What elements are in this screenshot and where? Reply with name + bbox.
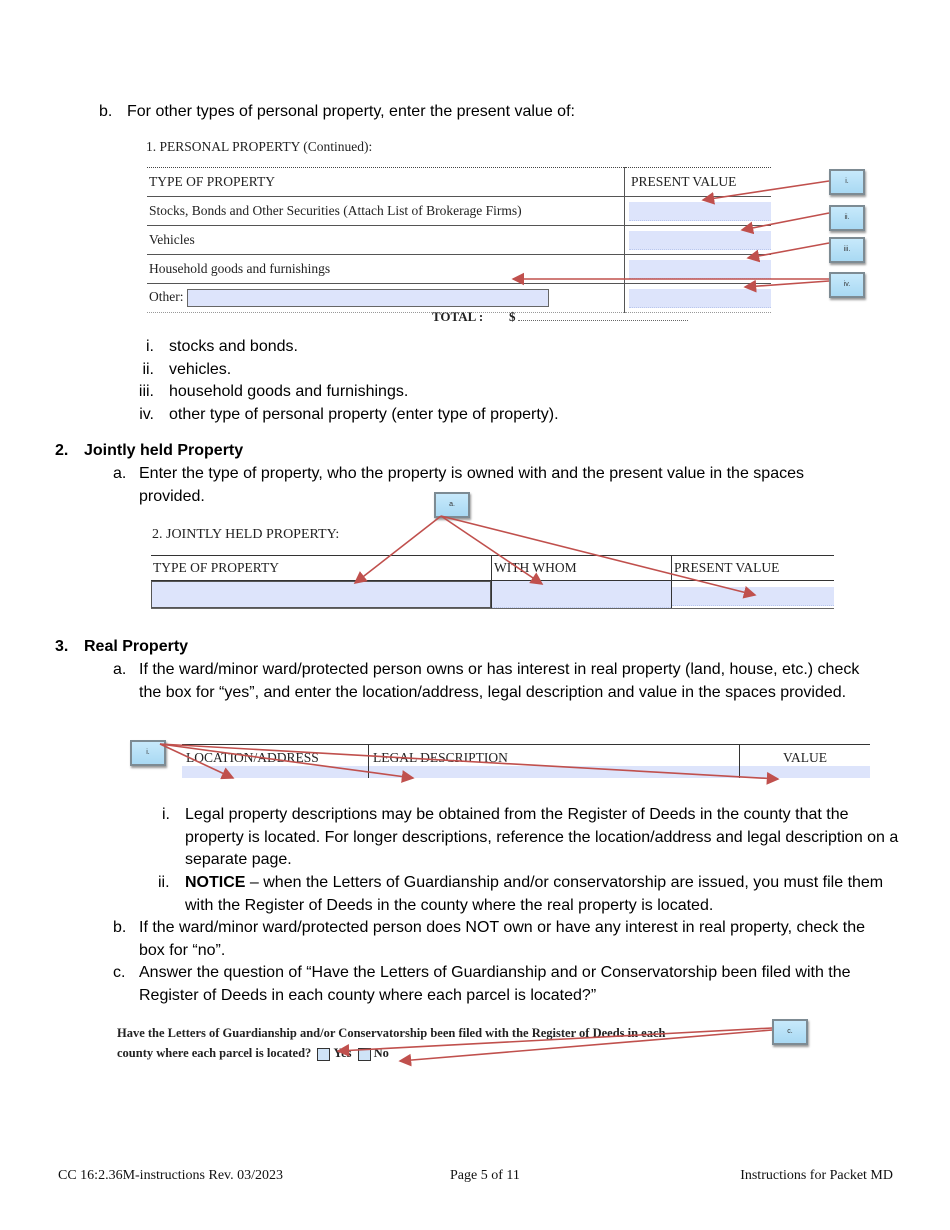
personal-property-items xyxy=(140,336,840,426)
list-marker: b. xyxy=(113,919,127,936)
instruction-text: If the ward/minor ward/protected person owns or has interest in real property (land, house, etc.) check the box for “yes”, and enter the location/address, legal description and value in the spaces provided. xyxy=(139,661,860,701)
instruction-text: Enter the type of property, who the property is owned with and the present value in the spaces provided. xyxy=(139,465,804,505)
row-label: Vehicles xyxy=(147,226,625,255)
table-row xyxy=(147,226,771,255)
table-row xyxy=(151,581,834,609)
stocks-value-field[interactable] xyxy=(629,202,771,221)
column-header: PRESENT VALUE xyxy=(672,556,835,581)
list-marker: i. xyxy=(162,806,170,823)
column-header: TYPE OF PROPERTY xyxy=(151,556,492,581)
list-marker: a. xyxy=(113,465,127,482)
callout-i: i. xyxy=(829,169,865,195)
instruction-text: Answer the question of “Have the Letters of Guardianship and or Conservatorship been filed with the Register of Deeds in each county where each parcel is located?” xyxy=(139,964,851,1004)
column-header: TYPE OF PROPERTY xyxy=(147,168,625,197)
location-field[interactable] xyxy=(182,766,369,778)
list-item xyxy=(185,872,900,917)
jointly-held-table xyxy=(151,555,834,609)
column-header: LEGAL DESCRIPTION xyxy=(369,745,740,767)
list-marker: ii. xyxy=(142,360,154,378)
callout-a: a. xyxy=(434,492,470,518)
no-label: No xyxy=(373,1046,389,1060)
household-value-field[interactable] xyxy=(629,260,771,279)
real-property-table xyxy=(182,744,870,778)
list-marker: i. xyxy=(146,338,154,355)
row-label: Household goods and furnishings xyxy=(147,255,625,284)
question-line: county where each parcel is located? xyxy=(117,1046,312,1060)
footer-form-id: CC 16:2.36M-instructions Rev. 03/2023 xyxy=(58,1168,284,1183)
real-property-notes xyxy=(150,804,910,917)
callout-ii: ii. xyxy=(829,205,865,231)
list-marker: c. xyxy=(113,964,126,981)
footer-page-number: Page 5 of 11 xyxy=(450,1168,520,1183)
form-title: 2. JOINTLY HELD PROPERTY: xyxy=(152,527,340,542)
yes-checkbox[interactable] xyxy=(317,1048,330,1061)
form-title: 1. PERSONAL PROPERTY (Continued): xyxy=(146,139,373,154)
list-marker: ii. xyxy=(158,874,170,891)
table-row xyxy=(182,766,870,778)
list-marker: iii. xyxy=(138,383,154,400)
other-type-field[interactable] xyxy=(187,289,549,307)
section-1b xyxy=(99,101,575,124)
instruction-text: For other types of personal property, enter the present value of: xyxy=(127,103,575,120)
list-marker: iv. xyxy=(139,405,154,423)
list-item: Legal property descriptions may be obtained from the Register of Deeds in the county that the property is located. For longer descriptions, reference the location/address and legal description on a separate page. xyxy=(185,806,899,868)
personal-property-table xyxy=(147,167,771,313)
list-item: stocks and bonds. xyxy=(169,338,298,355)
question-line: Have the Letters of Guardianship and/or Conservatorship been filed with the Register of Deeds in each xyxy=(117,1026,666,1040)
instruction-text: If the ward/minor ward/protected person does NOT own or have any interest in real property, check the box for “no”. xyxy=(139,919,865,959)
column-header: WITH WHOM xyxy=(492,556,672,581)
total-currency: $ xyxy=(509,309,516,324)
list-marker: b. xyxy=(99,103,113,120)
list-item: other type of personal property (enter type of property). xyxy=(169,405,559,423)
column-header: LOCATION/ADDRESS xyxy=(182,745,369,767)
list-marker: a. xyxy=(113,661,127,678)
no-checkbox[interactable] xyxy=(358,1048,371,1061)
row-label: Stocks, Bonds and Other Securities (Attach List of Brokerage Firms) xyxy=(147,197,625,226)
list-item: household goods and furnishings. xyxy=(169,383,409,400)
section-2-number: 2. xyxy=(55,442,69,459)
joint-type-field[interactable] xyxy=(151,581,491,608)
total-field[interactable] xyxy=(518,320,688,321)
callout-c: c. xyxy=(772,1019,808,1045)
notice-label: NOTICE xyxy=(185,874,246,891)
table-row xyxy=(147,197,771,226)
total-label: TOTAL : xyxy=(432,309,484,324)
row-label: Other: xyxy=(149,289,184,305)
section-3-heading: Real Property xyxy=(84,638,189,655)
column-header: PRESENT VALUE xyxy=(625,168,772,197)
yes-label: Yes xyxy=(333,1046,352,1060)
callout-i: i. xyxy=(130,740,166,766)
footer-packet-title: Instructions for Packet MD xyxy=(740,1168,893,1183)
vehicles-value-field[interactable] xyxy=(629,231,771,250)
table-row xyxy=(147,255,771,284)
joint-value-field[interactable] xyxy=(672,587,834,606)
filing-question xyxy=(117,1023,665,1063)
table-header-row xyxy=(182,745,870,767)
callout-iv: iv. xyxy=(829,272,865,298)
list-item: vehicles. xyxy=(169,360,232,378)
notice-text: – when the Letters of Guardianship and/or conservatorship are issued, you must file them with the Register of Deeds in the county where the real property is located. xyxy=(185,874,884,914)
other-value-field[interactable] xyxy=(629,289,771,308)
value-field[interactable] xyxy=(740,766,871,778)
joint-with-whom-field[interactable] xyxy=(492,581,671,608)
table-header-row xyxy=(147,168,771,197)
section-3-number: 3. xyxy=(55,638,69,655)
table-header-row xyxy=(151,556,834,581)
legal-description-field[interactable] xyxy=(369,766,740,778)
column-header: VALUE xyxy=(740,745,871,767)
section-2-heading: Jointly held Property xyxy=(84,442,244,459)
callout-iii: iii. xyxy=(829,237,865,263)
